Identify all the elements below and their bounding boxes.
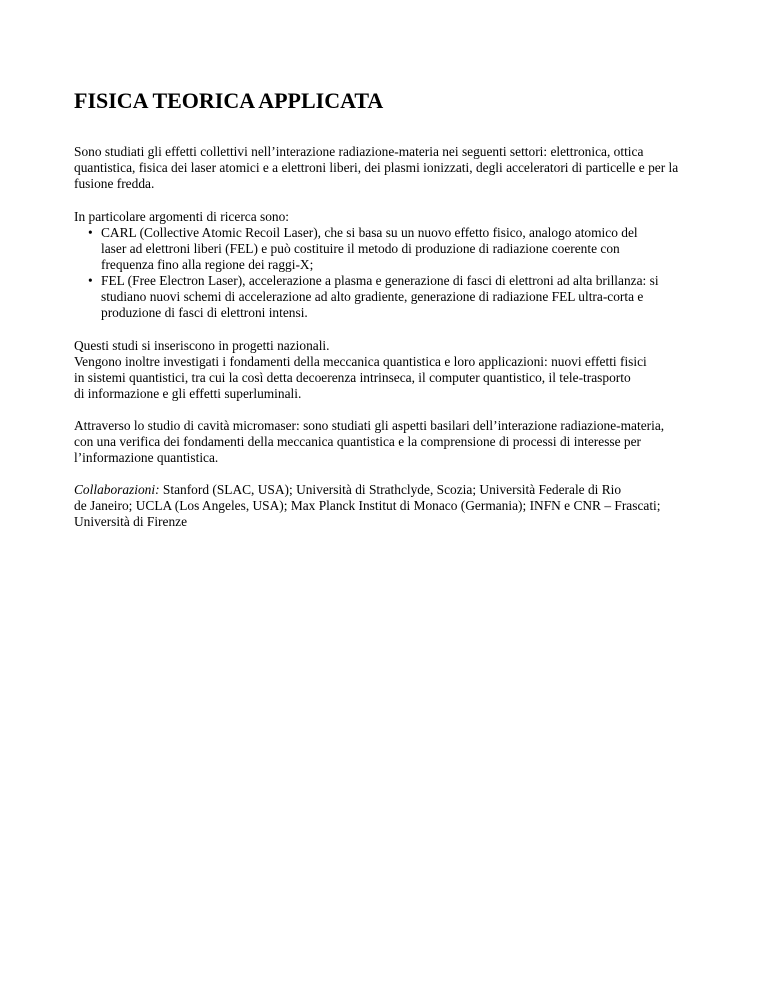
studies-paragraph bbox=[74, 338, 698, 402]
page-title: FISICA TEORICA APPLICATA bbox=[74, 88, 384, 113]
micromaser-line: con una verifica dei fondamenti della meccanica quantistica e la comprensione di processi di interesse per bbox=[74, 434, 642, 449]
research-intro: In particolare argomenti di ricerca sono: bbox=[74, 209, 290, 224]
micromaser-paragraph bbox=[74, 418, 698, 466]
collaborations-paragraph bbox=[74, 482, 698, 530]
intro-line: fusione fredda. bbox=[74, 176, 155, 191]
list-item-carl bbox=[74, 225, 698, 273]
studies-line: in sistemi quantistici, tra cui la così detta decoerenza intrinseca, il computer quantistico, il tele-trasporto bbox=[74, 370, 631, 385]
list-item-fel bbox=[74, 273, 698, 321]
bullet-icon: • bbox=[88, 273, 93, 288]
bullet-icon: • bbox=[88, 225, 93, 240]
intro-paragraph bbox=[74, 144, 698, 192]
collaborations-label: Collaborazioni: bbox=[74, 482, 160, 497]
list-item-line: CARL (Collective Atomic Recoil Laser), che si basa su un nuovo effetto fisico, analogo atomico del bbox=[101, 225, 638, 240]
list-item-line: frequenza fino alla regione dei raggi-X; bbox=[101, 257, 314, 272]
studies-line: Vengono inoltre investigati i fondamenti della meccanica quantistica e loro applicazioni: nuovi effetti fisici bbox=[74, 354, 647, 369]
collaborations-text: Stanford (SLAC, USA); Università di Strathclyde, Scozia; Università Federale di Rio bbox=[159, 482, 622, 497]
intro-line: quantistica, fisica dei laser atomici e a elettroni liberi, dei plasmi ionizzati, degli acceleratori di particelle e per la bbox=[74, 160, 679, 175]
list-item-line: FEL (Free Electron Laser), accelerazione a plasma e generazione di fasci di elettroni ad alta brillanza: si bbox=[101, 273, 659, 288]
intro-line: Sono studiati gli effetti collettivi nell’interazione radiazione-materia nei seguenti settori: elettronica, ottica bbox=[74, 144, 644, 159]
micromaser-line: Attraverso lo studio di cavità micromaser: sono studiati gli aspetti basilari dell’interazione radiazione-materia, bbox=[74, 418, 665, 433]
research-topics-list bbox=[74, 225, 698, 321]
micromaser-line: l’informazione quantistica. bbox=[74, 450, 219, 465]
studies-line: Questi studi si inseriscono in progetti nazionali. bbox=[74, 338, 330, 353]
list-item-line: studiano nuovi schemi di accelerazione ad alto gradiente, generazione di radiazione FEL ultra-corta e bbox=[101, 289, 644, 304]
collaborations-line: Università di Firenze bbox=[74, 514, 188, 529]
collaborations-line bbox=[74, 482, 698, 498]
collaborations-line: de Janeiro; UCLA (Los Angeles, USA); Max Planck Institut di Monaco (Germania); INFN e CNR – Frascati; bbox=[74, 498, 661, 513]
list-item-line: produzione di fasci di elettroni intensi. bbox=[101, 305, 308, 320]
studies-line: di informazione e gli effetti superluminali. bbox=[74, 386, 302, 401]
list-item-line: laser ad elettroni liberi (FEL) e può costituire il metodo di produzione di radiazione coerente con bbox=[101, 241, 620, 256]
